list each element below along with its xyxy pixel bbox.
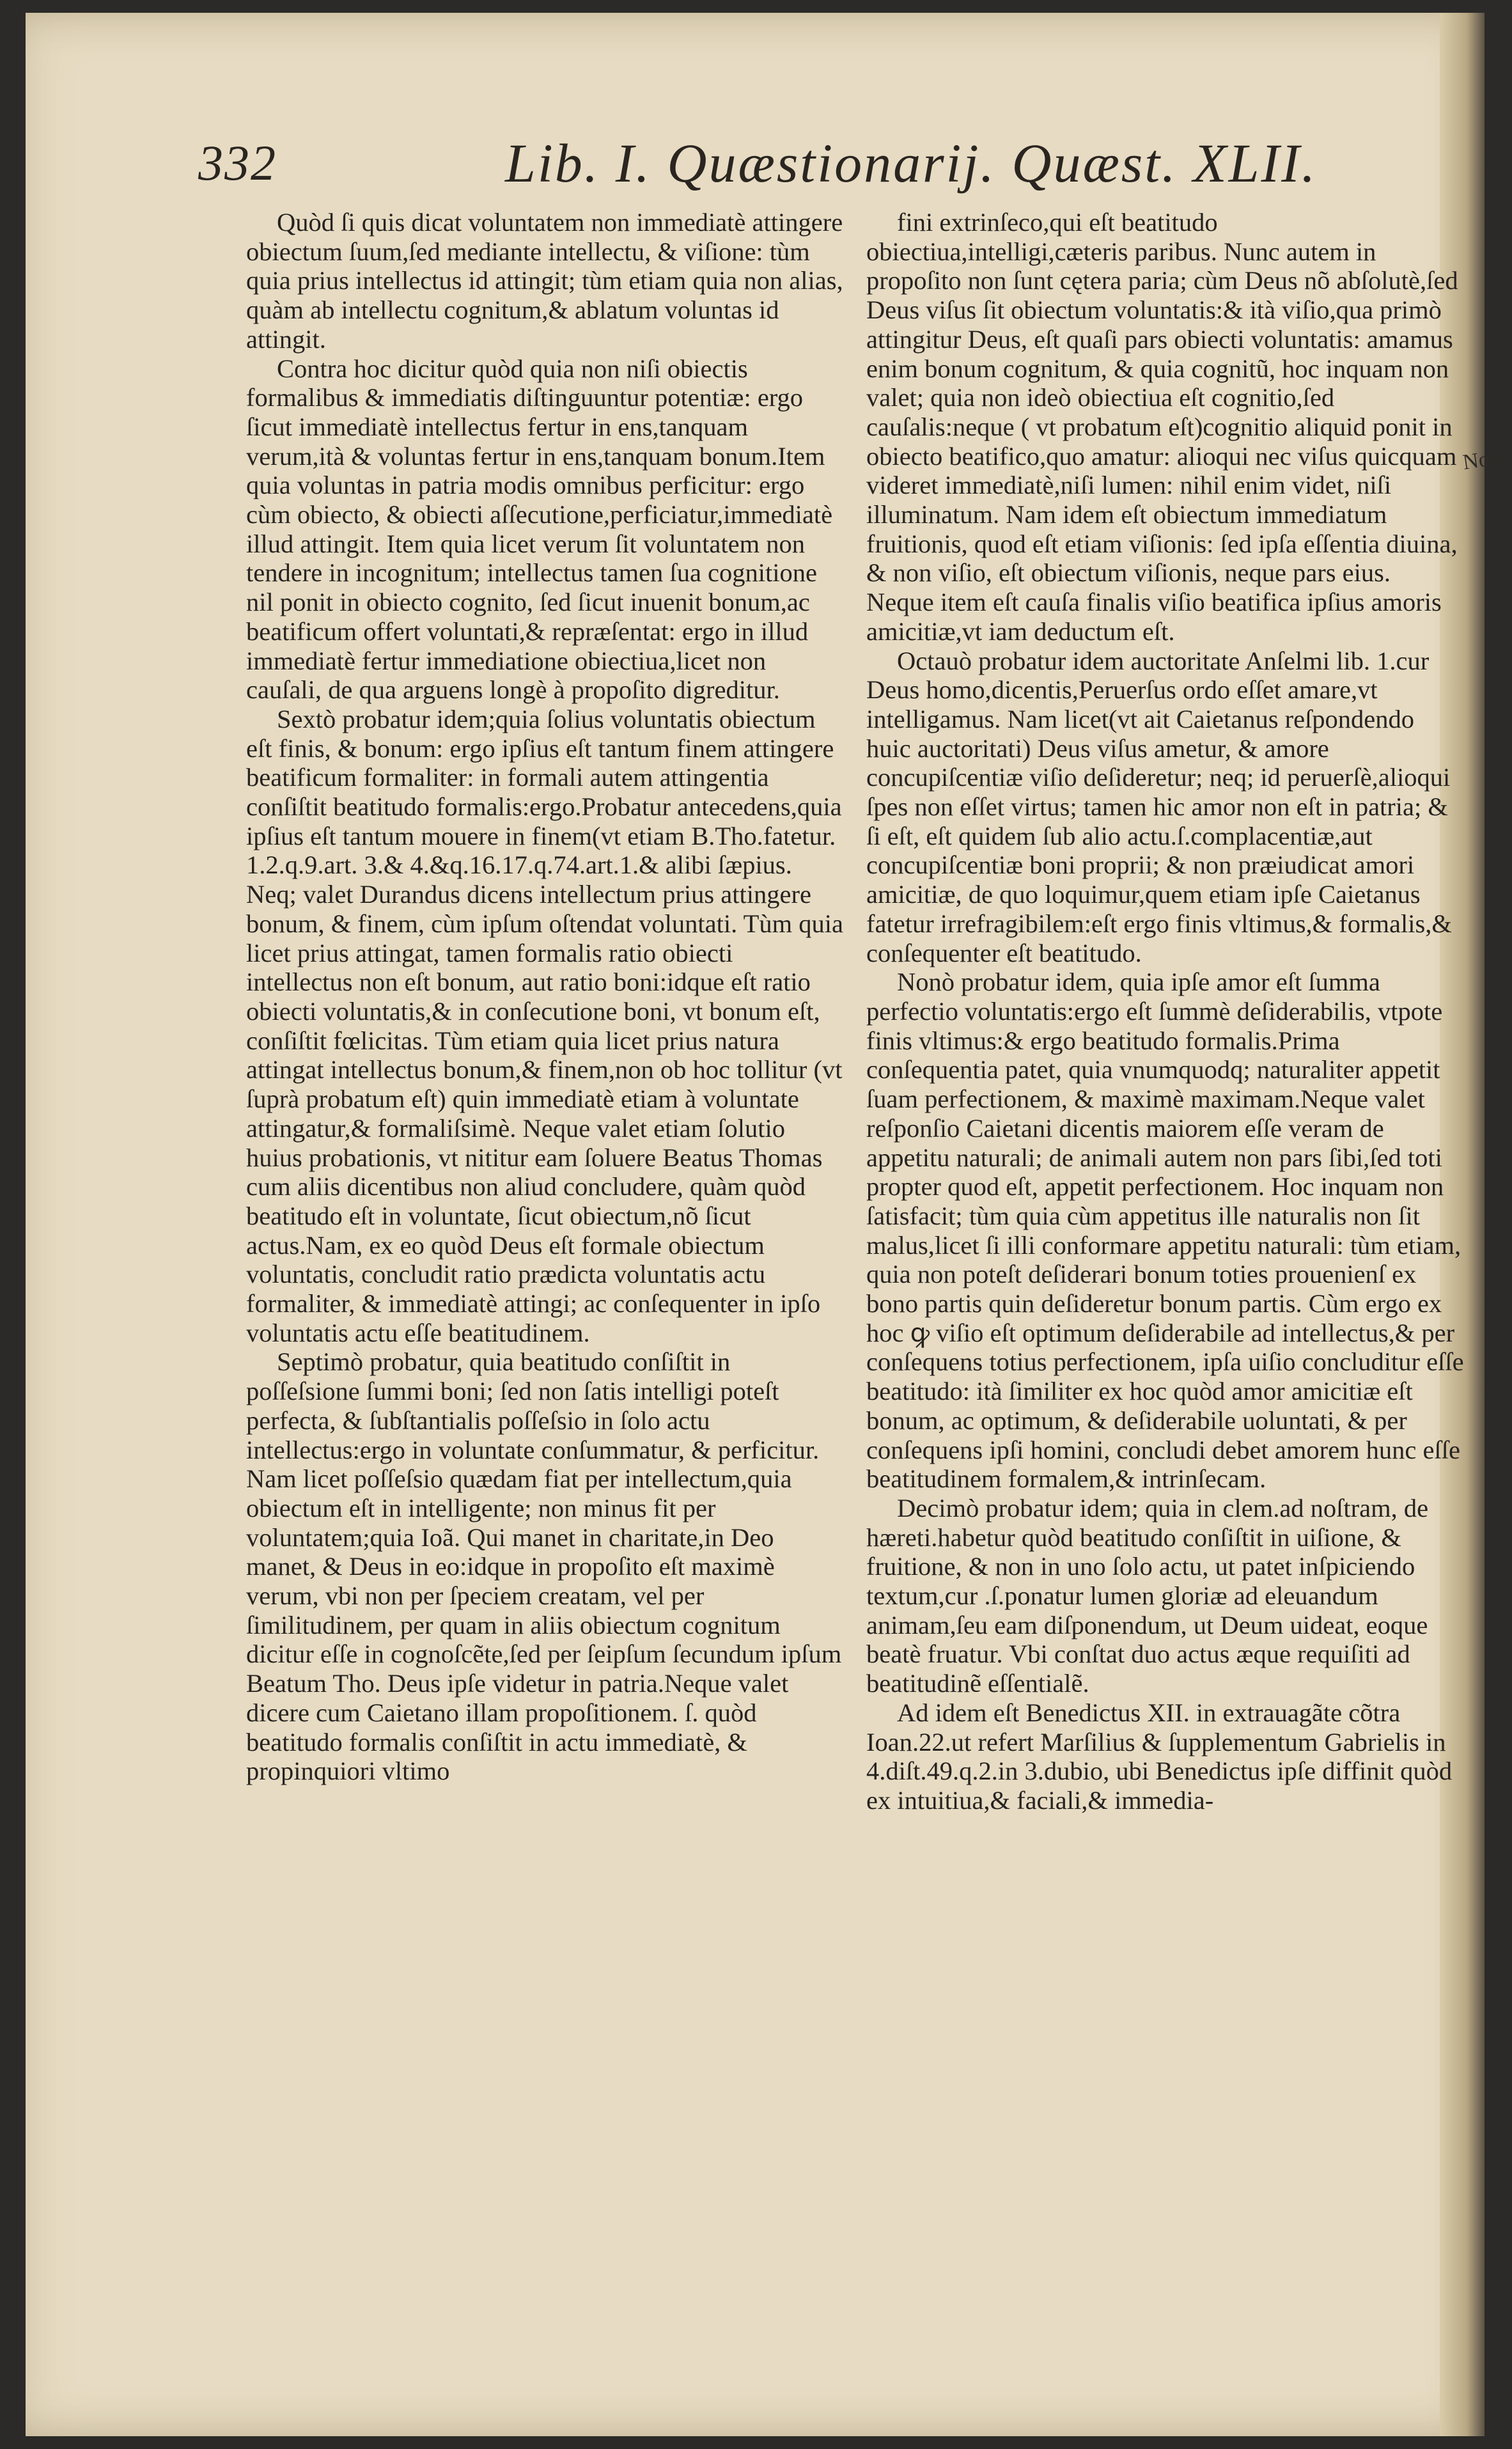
paragraph: Octauò probatur idem auctoritate Anſelmi lib. 1.cur Deus homo,dicentis,Peruerſus ordo eſſet amare,vt intelligamus. Nam licet(vt ait Caietanus reſpondendo huic auctoritati) Deus viſus ametur, & amore concupiſcentiæ viſio deſideretur; neq; id peruerſè,alioqui ſpes non eſſet virtus; tamen hic amor non eſt in patria; & ſi eſt, eſt quidem ſub alio actu.ſ.complacentiæ,aut concupiſcentiæ boni proprii; & non præiudicat amori amicitiæ, de quo loquimur,quem etiam ipſe Caietanus fatetur irrefragibilem:eſt ergo finis vltimus,& formalis,& conſequenter eſt beatitudo. <box>866 646 1452 967</box>
right-column <box>866 208 1464 1815</box>
paragraph: Septimò probatur, quia beatitudo conſiſtit in poſſeſsione ſummi boni; ſed non ſatis intelligi poteſt perfecta, & ſubſtantialis poſſeſsio in ſolo actu intellectus:ergo in voluntate conſummatur, & perficitur. Nam licet poſſeſsio quædam fiat per intellectum,quia obiectum eſt in intelligente; non minus fit per voluntatem;quia Ioã. Qui manet in charitate,in Deo manet, & Deus in eo:idque in propoſito eſt maximè verum, vbi non per ſpeciem creatam, vel per ſimilitudinem, per quam in aliis obiectum cognitum dicitur eſſe in cognoſcẽte,ſed per ſeipſum ſecundum ipſum Beatum Tho. Deus ipſe videtur in patria.Neque valet dicere cum Caietano illam propoſitionem. ſ. quòd beatitudo formalis conſiſtit in actu immediatè, & propinquiori vltimo <box>246 1347 842 1786</box>
paragraph: fini extrinſeco,qui eſt beatitudo obiectiua,intelligi,cæteris paribus. Nunc autem in propoſito non ſunt cętera paria; cùm Deus nõ abſolutè,ſed Deus viſus ſit obiectum voluntatis:& ità viſio,qua primò attingitur Deus, eſt quaſi pars obiecti voluntatis: amamus enim bonum cognitum, & quia cognitũ, hoc inquam non valet; quia non ideò obiectiua eſt cognitio,ſed cauſalis:neque ( vt probatum eſt)cognitio aliquid ponit in obiecto beatifico,quo amatur: alioqui nec viſus quicquam videret immediatè,niſi lumen: nihil enim videt, niſi illuminatum. Nam idem eſt obiectum immediatum fruitionis, quod eſt etiam viſionis: ſed ipſa eſſentia diuina, & non viſio, eſt obiectum viſionis, neque pars eius. Neque item eſt cauſa finalis viſio beatifica ipſius amoris amicitiæ,vt iam deductum eſt. <box>866 208 1458 646</box>
page-header <box>198 121 1318 217</box>
paragraph: Nonò probatur idem, quia ipſe amor eſt ſumma perfectio voluntatis:ergo eſt ſummè deſiderabilis, vtpote finis vltimus:& ergo beatitudo formalis.Prima conſequentia patet, quia vnumquodq; naturaliter appetit ſuam perfectionem, & maximè maximam.Neque valet reſponſio Caietani dicentis maiorem eſſe veram de appetitu naturali; de animali autem non pars ſibi,ſed toti propter quod eſt, appetit perfectionem. Hoc inquam non ſatisfacit; tùm quia cùm appetitus ille naturalis non ſit malus,licet ſi illi conformare appetitu naturali: tùm etiam, quia non poteſt deſiderari bonum toties prouenienſ ex bono partis quin deſideretur bonum partis. Cùm ergo ex hoc ꝙ viſio eſt optimum deſiderabile ad intellectus,& per conſequens totius perfectionem, ipſa uiſio concluditur eſſe beatitudo: ità ſimiliter ex hoc quòd amor amicitiæ eſt bonum, ac optimum, & deſiderabile uoluntati, & per conſequens ipſi homini, concludi debet amorem hunc eſſe beatitudinem formalem,& intrinſecam. <box>866 967 1464 1494</box>
paragraph: Sextò probatur idem;quia ſolius voluntatis obiectum eſt finis, & bonum: ergo ipſius eſt tantum finem attingere beatificum formaliter: in formali autem attingentia conſiſtit beatitudo formalis:ergo.Probatur antecedens,quia ipſius eſt tantum mouere in finem(vt etiam B.Tho.fatetur. 1.2.q.9.art. 3.& 4.&q.16.17.q.74.art.1.& alibi ſæpius. Neq; valet Durandus dicens intellectum prius attingere bonum, & finem, cùm ipſum oſtendat voluntati. Tùm quia licet prius attingat, tamen formalis ratio obiecti intellectus non eſt bonum, aut ratio boni:idque eſt ratio obiecti voluntatis,& in conſecutione boni, vt bonum eſt, conſiſtit fœlicitas. Tùm etiam quia licet prius natura attingat intellectus bonum,& finem,non ob hoc tollitur (vt ſuprà probatum eſt) quin immediatè etiam à voluntate attingatur,& formaliſsimè. Neque valet etiam ſolutio huius probationis, vt nititur eam ſoluere Beatus Thomas cum aliis dicentibus non aliud concludere, quàm quòd beatitudo eſt in voluntate, ſicut obiectum,nõ ſicut actus.Nam, ex eo quòd Deus eſt formale obiectum voluntatis, concludit ratio prædicta voluntatis actu formaliter, & immediatè attingi; ac conſequenter in ipſo voluntatis actu eſſe beatitudinem. <box>246 704 844 1347</box>
marginal-note: Nota. <box>1461 444 1512 475</box>
left-column <box>246 208 844 1786</box>
book-page <box>26 13 1512 2436</box>
page-number: 332 <box>198 135 277 191</box>
paragraph: Contra hoc dicitur quòd quia non niſi obiectis formalibus & immediatis diſtinguuntur potentiæ: ergo ſicut immediatè intellectus fertur in ens,tanquam verum,ità & voluntas fertur in ens,tanquam bonum.Item quia voluntas in patria modis omnibus perficitur: ergo cùm obiecto, & obiecti aſſecutione,perficiatur,immediatè illud attingit. Item quia licet verum ſit voluntatem non tendere in incognitum; intellectus tamen ſua cognitione nil ponit in obiecto cognito, ſed ſicut inuenit bonum,ac beatificum offert voluntati,& repræſentat: ergo in illud immediatè fertur immediatione obiectiua,licet non cauſali, de qua arguens longè à propoſito digreditur. <box>246 354 833 705</box>
running-title: Lib. I. Quæstionarij. Quæst. XLII. <box>505 132 1318 194</box>
paragraph: Decimò probatur idem; quia in clem.ad noſtram, de hæreti.habetur quòd beatitudo conſiſtit in uiſione, & fruitione, & non in uno ſolo actu, ut patet inſpiciendo textum,cur .ſ.ponatur lumen gloriæ ad eleuandum animam,ſeu eam diſponendum, ut Deum uideat, eoque beatè fruatur. Vbi conſtat duo actus æque requiſiti ad beatitudinẽ eſſentialẽ. <box>866 1493 1429 1698</box>
paragraph: Ad idem eſt Benedictus XII. in extrauagãte cõtra Ioan.22.ut refert Marſilius & ſupplementum Gabrielis in 4.diſt.49.q.2.in 3.dubio, ubi Benedictus ipſe diffinit quòd ex intuitiua,& faciali,& immedia- <box>866 1698 1453 1815</box>
paragraph: Quòd ſi quis dicat voluntatem non immediatè attingere obiectum ſuum,ſed mediante intellectu, & viſione: tùm quia prius intellectus id attingit; tùm etiam quia non alias, quàm ab intellectu cognitum,& ablatum voluntas id attingit. <box>246 208 843 354</box>
